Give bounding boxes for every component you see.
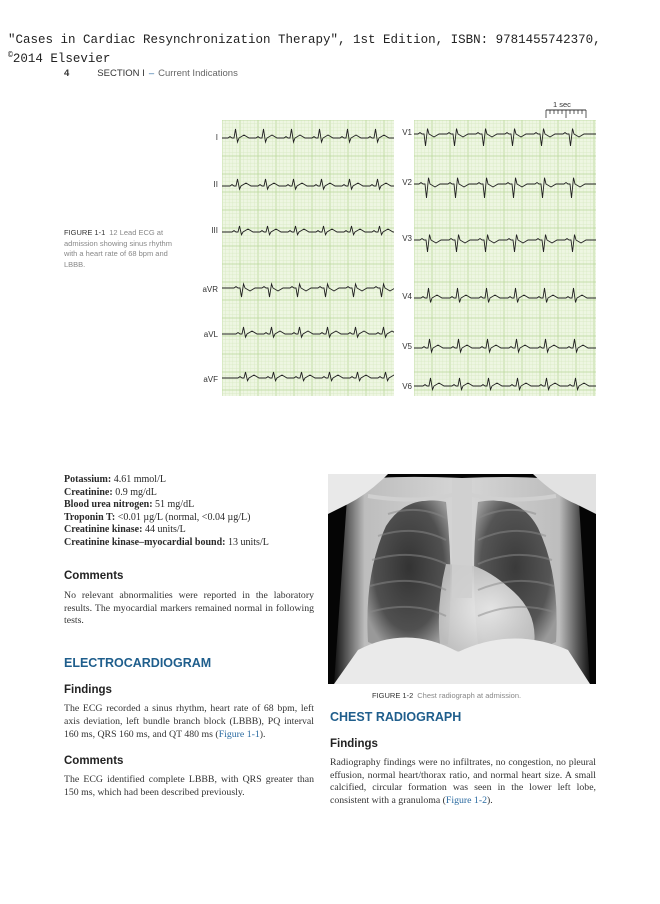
lab-row [64,537,314,550]
page-number: 4 [64,68,70,79]
lab-name: Blood urea nitrogen: [64,499,153,511]
ecg-comments-text: The ECG identified complete LBBB, with QRS greater than 150 ms, which had been described previously. [64,774,314,798]
lab-value: 13 units/L [225,536,269,548]
lab-value: 0.9 mg/dL [112,486,157,498]
figure-1-1-caption-text: 12 Lead ECG at admission showing sinus rhythm with a heart rate of 68 bpm and LBBB. [64,228,172,269]
lead-label-iii: III [211,226,218,235]
ecg-findings-heading: Findings [64,684,112,697]
lead-label-ii: II [213,180,218,189]
figure-1-1-label: FIGURE 1-1 [64,228,106,237]
ecg-comments-heading: Comments [64,755,124,768]
figure-1-1-link[interactable]: Figure 1-1 [218,728,260,740]
lab-name: Creatinine: [64,486,113,498]
lead-label-avf: aVF [203,375,218,384]
cxr-findings-end: ). [487,795,493,807]
comments-heading: Comments [64,570,124,582]
citation-header [8,32,658,67]
lab-row [64,512,314,525]
lead-label-avr: aVR [202,285,218,294]
cxr-findings-text [330,757,596,808]
citation-line-2 [8,48,658,67]
ecg-trace-line [222,226,394,235]
lab-row [64,499,314,512]
ecg-findings-end: ). [259,728,266,740]
lab-name: Potassium: [64,474,112,485]
lead-label-v4: V4 [402,292,412,301]
comments-text: No relevant abnormalities were reported in the laboratory results. The myocardial markers remained normal in following tests. [64,590,314,627]
ecg-trace-line [222,179,394,189]
ecg-limb-leads-panel [222,120,394,396]
figure-1-2-caption [372,691,521,700]
lab-row [64,487,314,500]
ecg-precordial-leads-trace [414,120,596,396]
lab-value: 51 mg/dL [152,499,195,511]
running-head-dash: – [148,68,155,79]
lab-name: Troponin T: [64,511,116,523]
copyright-symbol: © [8,51,13,60]
figure-1-1-caption [64,228,180,270]
lead-label-v2: V2 [402,178,412,187]
running-head [64,68,238,79]
citation-line-1: "Cases in Cardiac Resynchronization Therapy", 1st Edition, ISBN: 9781455742370, [8,33,601,47]
figure-1-2-link[interactable]: Figure 1-2 [445,795,487,807]
ecg-findings-text [64,703,314,741]
chest-radiograph-heading: CHEST RADIOGRAPH [330,710,462,724]
lab-results-list [64,474,314,550]
right-column [330,710,596,808]
citation-year-publisher: 2014 Elsevier [12,52,111,67]
electrocardiogram-heading: ELECTROCARDIOGRAM [64,656,212,671]
section-label: SECTION I [97,68,145,79]
figure-1-2-label: FIGURE 1-2 [372,691,414,700]
ecg-trace-line [222,284,394,297]
chest-radiograph-image [328,474,596,684]
ecg-precordial-leads-panel [414,120,596,396]
lab-name: Creatinine kinase: [64,524,143,536]
scale-label: 1 sec [553,100,571,109]
left-column [64,570,314,800]
cxr-findings-heading: Findings [330,738,378,750]
section-subtitle: Current Indications [158,68,238,79]
lab-row [64,474,314,487]
lead-label-i: I [215,133,218,142]
lab-value: 4.61 mmol/L [111,474,166,485]
scale-bar [545,109,587,119]
lab-value: 44 units/L [142,524,186,536]
ecg-limb-leads-trace [222,120,394,396]
lead-label-v1: V1 [402,128,412,137]
figure-1-2-caption-text: Chest radiograph at admission. [417,691,522,700]
lead-label-v5: V5 [402,342,412,351]
lead-label-avl: aVL [203,330,218,339]
lead-label-v3: V3 [402,234,412,243]
lab-value: <0.01 µg/L (normal, <0.04 µg/L) [115,511,251,523]
lab-row [64,524,314,537]
ecg-findings-body: The ECG recorded a sinus rhythm, heart rate of 68 bpm, left axis deviation, left bundle branch block (LBBB), PQ interval 160 ms, QRS 160 ms, and QT 480 ms ( [64,703,314,740]
cxr-findings-body: Radiography findings were no infiltrates, no congestion, no pleural effusion, normal heart/thorax ratio, and normal heart size. A small calcified, circular formation was seen in the lower left lobe, consistent with a granuloma ( [330,757,596,807]
lab-name: Creatinine kinase–myocardial bound: [64,536,226,548]
lead-label-v6: V6 [402,382,412,391]
